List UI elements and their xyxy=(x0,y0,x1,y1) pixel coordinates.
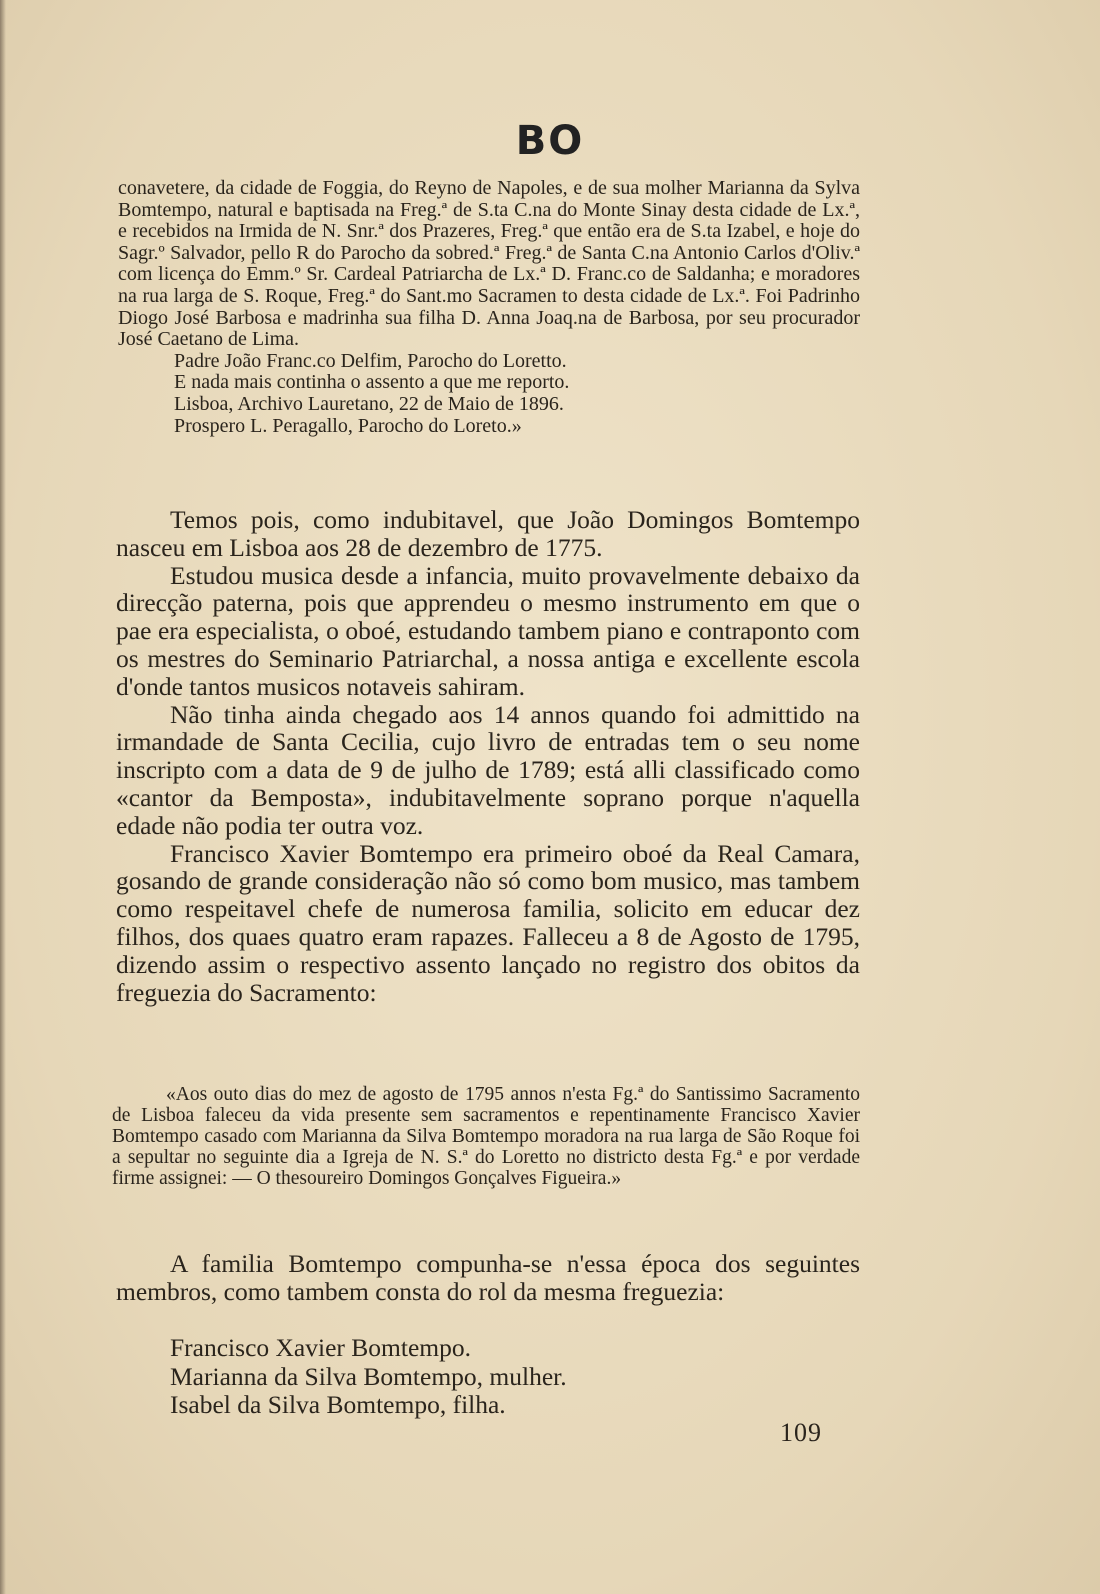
list-item: Marianna da Silva Bomtempo, mulher. xyxy=(170,1361,567,1391)
death-record-quote xyxy=(112,1084,860,1189)
record-signature-2: E nada mais continha o assento a que me reporto. xyxy=(174,371,570,394)
paragraph-father: Francisco Xavier Bomtempo era primeiro oboé da Real Camara, gosando de grande consideração não só como bom musico, mas tambem como respeitavel chefe de numerosa familia, solicito em educar dez filhos, dos quaes quatro eram rapazes. Falleceu a 8 de Agosto de 1795, dizendo assim o respectivo assento lançado no registro dos obitos da freguezia do Sacramento: xyxy=(116,838,860,1007)
record-signature-3: Lisboa, Archivo Lauretano, 22 de Maio de 1896. xyxy=(174,392,564,415)
list-item: Isabel da Silva Bomtempo, filha. xyxy=(170,1390,506,1419)
running-head: BO xyxy=(515,118,585,164)
record-paragraph: conavetere, da cidade de Foggia, do Reyno de Napoles, e de sua molher Marianna da Sylva Bomtempo, natural e baptisada na Freg.ª de S.ta C.na do Monte Sinay desta cidade de Lx.ª, e recebidos na Irmida de N. Snr.ª dos Prazeres, Freg.ª que então era de S.ta Izabel, e hoje do Sagr.º Salvador, pello R do Parocho da sobred.ª Freg.ª de Santa C.na Antonio Carlos d'Oliv.ª com licença do Emm.º Sr. Cardeal Patriarcha de Lx.ª D. Franc.co de Saldanha; e moradores na rua larga de S. Roque, Freg.ª do Sant.mo Sacramen to desta cidade de Lx.ª. Foi Padrinho Diogo José Barbosa e madrinha sua filha D. Anna Joaq.na de Barbosa, por seu procurador José Caetano de Lima. xyxy=(118,177,860,351)
family-intro: A familia Bomtempo compunha-se n'essa época dos seguintes membros, como tambem consta do rol da mesma freguezia: xyxy=(116,1249,860,1306)
record-signature-1: Padre João Franc.co Delfim, Parocho do Loretto. xyxy=(174,349,567,372)
list-item: Francisco Xavier Bomtempo. xyxy=(170,1333,471,1362)
paragraph-studies: Estudou musica desde a infancia, muito provavelmente debaixo da direcção paterna, pois que apprendeu o mesmo instrumento em que o pae era especialista, o oboé, estudando tambem piano e contraponto com os mestres do Seminario Patriarchal, a nossa antiga e excellente escola d'onde tantos musicos notaveis sahiram. xyxy=(116,560,860,701)
family-members-list xyxy=(170,1334,567,1420)
family-section xyxy=(116,1250,860,1306)
main-text xyxy=(116,506,860,1006)
paragraph-brotherhood: Não tinha ainda chegado aos 14 annos quando foi admittido na irmandade de Santa Cecilia, cujo livro de entradas tem o seu nome inscripto com a data de 9 de julho de 1789; está alli classificado como «cantor da Bemposta», indubitavelmente soprano porque n'aquella edade não podia ter outra voz. xyxy=(116,699,860,840)
page-edge-shadow xyxy=(0,0,6,1594)
paragraph-birth: Temos pois, como indubitavel, que João Domingos Bomtempo nasceu em Lisboa aos 28 de dezembro de 1775. xyxy=(116,505,860,562)
baptism-record-excerpt xyxy=(118,178,860,437)
page-number: 109 xyxy=(780,1418,822,1447)
record-signature-4: Prospero L. Peragallo, Parocho do Loreto.» xyxy=(174,414,522,437)
death-record-text: «Aos outo dias do mez de agosto de 1795 annos n'esta Fg.ª do Santissimo Sacramento de Lisboa faleceu da vida presente sem sacramentos e repentinamente Francisco Xavier Bomtempo casado com Marianna da Silva Bomtempo moradora na rua larga de São Roque foi a sepultar no seguinte dia a Igreja de N. S.ª do Loretto no districto desta Fg.ª e por verdade firme assignei: — O thesoureiro Domingos Gonçalves Figueira.» xyxy=(112,1084,860,1189)
